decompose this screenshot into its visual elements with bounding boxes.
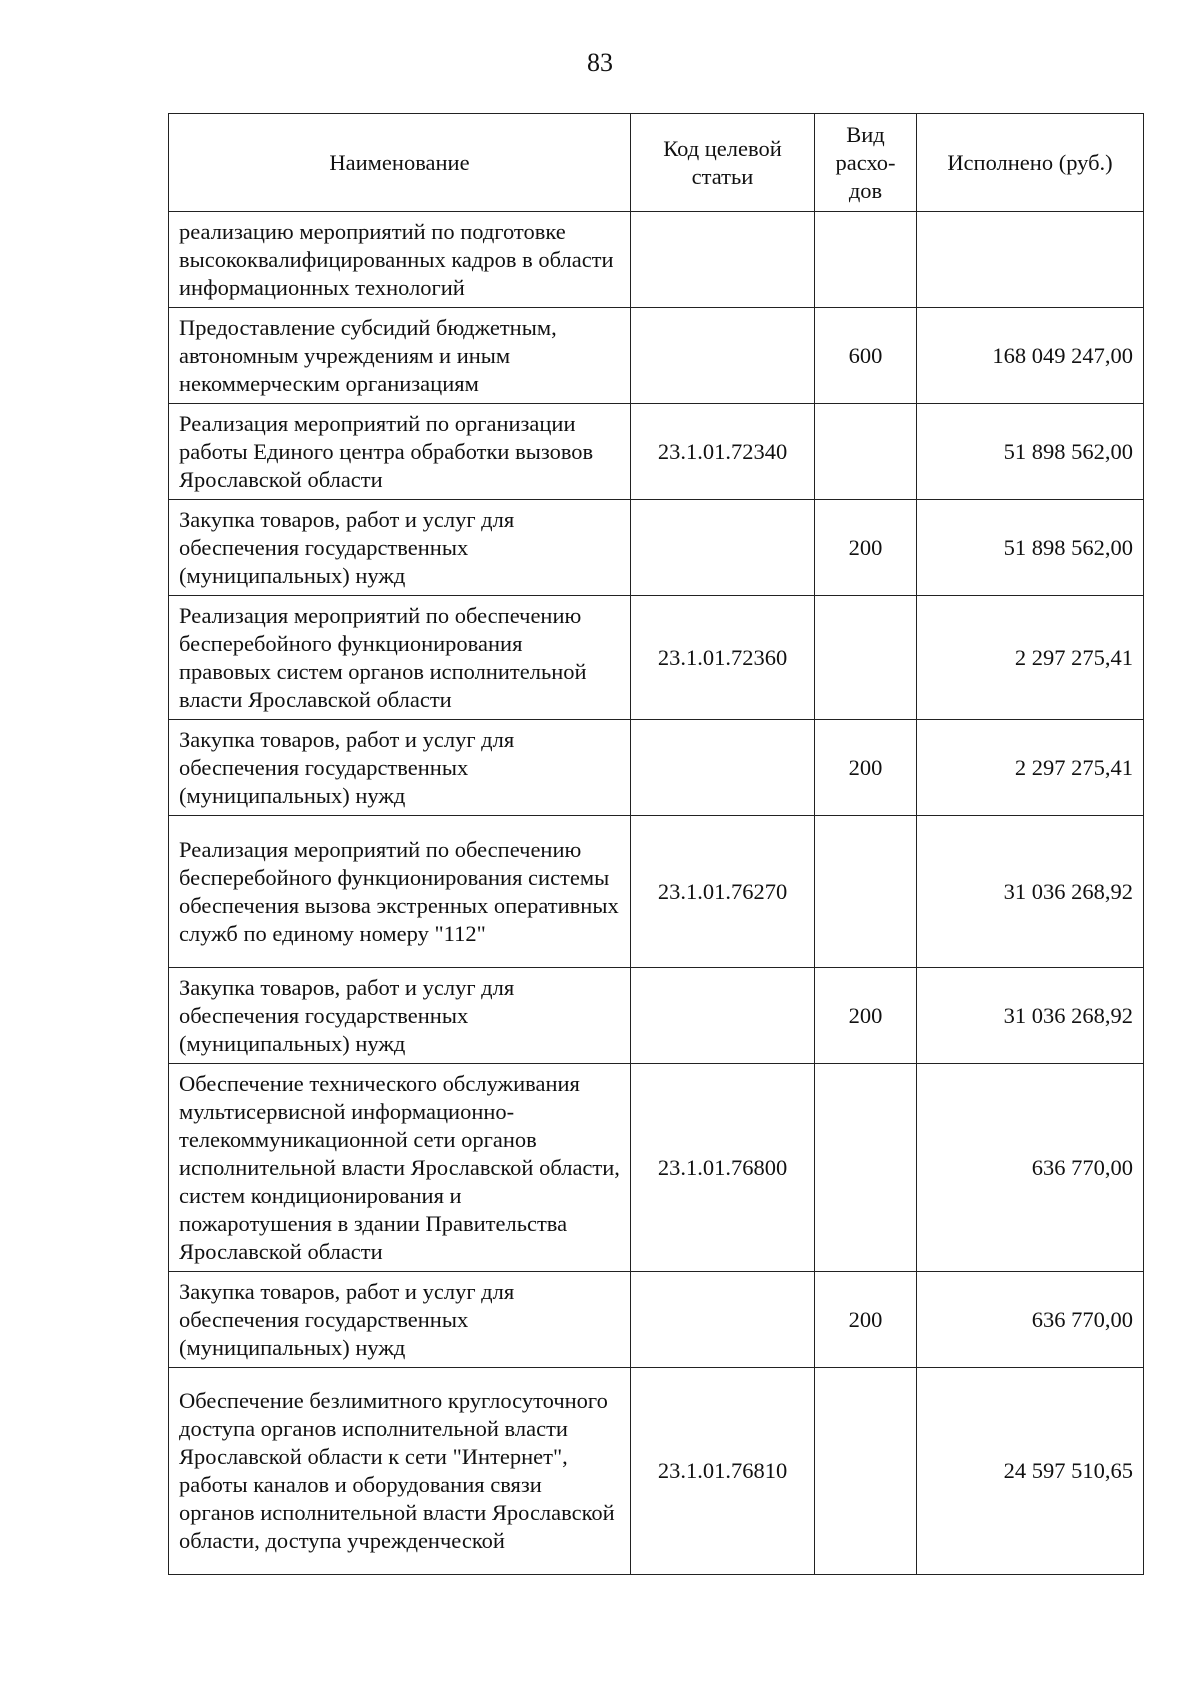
row-type [815, 816, 917, 968]
row-name: Реализация мероприятий по обеспечению бесперебойного функционирования правовых систем органов исполнительной власти Ярославской области [169, 596, 631, 720]
table-row [169, 596, 1144, 720]
row-type: 600 [815, 308, 917, 404]
row-amount: 51 898 562,00 [917, 404, 1144, 500]
table-row [169, 1368, 1144, 1575]
row-name: Обеспечение технического обслуживания мультисервисной информационно-телекоммуникационной сети органов исполнительной власти Ярославской области, систем кондиционирования и пожаротушения в здании Правительства Ярославской области [169, 1064, 631, 1272]
row-name: Закупка товаров, работ и услуг для обеспечения государственных (муниципальных) нужд [169, 500, 631, 596]
table-row [169, 308, 1144, 404]
row-amount: 2 297 275,41 [917, 720, 1144, 816]
row-amount: 168 049 247,00 [917, 308, 1144, 404]
row-code: 23.1.01.76800 [631, 1064, 815, 1272]
table-row [169, 1064, 1144, 1272]
row-code [631, 308, 815, 404]
row-code: 23.1.01.72340 [631, 404, 815, 500]
row-type [815, 1368, 917, 1575]
row-code: 23.1.01.76810 [631, 1368, 815, 1575]
row-type [815, 1064, 917, 1272]
table-row [169, 968, 1144, 1064]
row-amount: 31 036 268,92 [917, 816, 1144, 968]
row-amount [917, 212, 1144, 308]
row-name: Обеспечение безлимитного круглосуточного доступа органов исполнительной власти Ярославской области к сети "Интернет", работы каналов и оборудования связи органов исполнительной власти Ярославской области, доступа учрежденческой [169, 1368, 631, 1575]
row-code: 23.1.01.72360 [631, 596, 815, 720]
row-type: 200 [815, 1272, 917, 1368]
header-code: Код целевой статьи [631, 114, 815, 212]
row-amount: 636 770,00 [917, 1272, 1144, 1368]
table-header-row [169, 114, 1144, 212]
row-amount: 31 036 268,92 [917, 968, 1144, 1064]
row-code [631, 1272, 815, 1368]
header-type: Вид расхо-дов [815, 114, 917, 212]
row-type [815, 404, 917, 500]
row-code [631, 720, 815, 816]
row-name: Реализация мероприятий по обеспечению бесперебойного функционирования системы обеспечения вызова экстренных оперативных служб по единому номеру "112" [169, 816, 631, 968]
row-type [815, 596, 917, 720]
row-type [815, 212, 917, 308]
row-name: Закупка товаров, работ и услуг для обеспечения государственных (муниципальных) нужд [169, 1272, 631, 1368]
row-name: Предоставление субсидий бюджетным, автономным учреждениям и иным некоммерческим организациям [169, 308, 631, 404]
row-amount: 2 297 275,41 [917, 596, 1144, 720]
row-code: 23.1.01.76270 [631, 816, 815, 968]
table-row [169, 1272, 1144, 1368]
row-type: 200 [815, 500, 917, 596]
header-name: Наименование [169, 114, 631, 212]
row-name: Реализация мероприятий по организации работы Единого центра обработки вызовов Ярославской области [169, 404, 631, 500]
row-type: 200 [815, 720, 917, 816]
row-code [631, 500, 815, 596]
header-amount: Исполнено (руб.) [917, 114, 1144, 212]
table-row [169, 404, 1144, 500]
row-name: реализацию мероприятий по подготовке высококвалифицированных кадров в области информационных технологий [169, 212, 631, 308]
table-row [169, 720, 1144, 816]
budget-table [168, 113, 1144, 1575]
row-type: 200 [815, 968, 917, 1064]
table-row [169, 816, 1144, 968]
row-name: Закупка товаров, работ и услуг для обеспечения государственных (муниципальных) нужд [169, 968, 631, 1064]
row-code [631, 968, 815, 1064]
row-amount: 51 898 562,00 [917, 500, 1144, 596]
row-code [631, 212, 815, 308]
page-number: 83 [587, 48, 613, 77]
row-amount: 24 597 510,65 [917, 1368, 1144, 1575]
table-row [169, 212, 1144, 308]
table-row [169, 500, 1144, 596]
row-amount: 636 770,00 [917, 1064, 1144, 1272]
row-name: Закупка товаров, работ и услуг для обеспечения государственных (муниципальных) нужд [169, 720, 631, 816]
